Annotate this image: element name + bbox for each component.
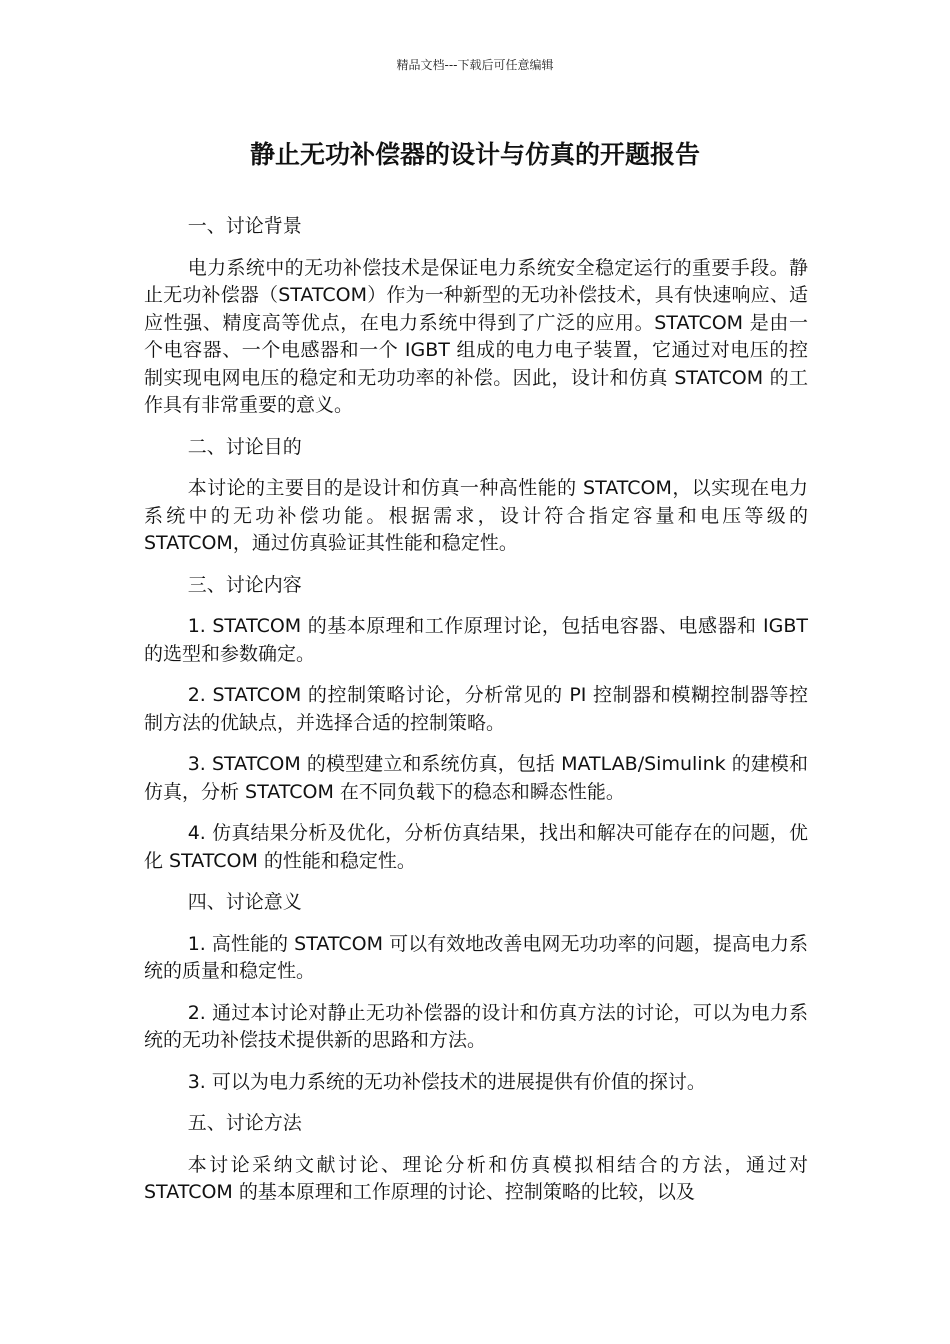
- section-heading-significance: 四、讨论意义: [187, 891, 302, 913]
- paragraph-content-4: 4. 仿真结果分析及优化，分析仿真结果，找出和解决可能存在的问题，优化 STATCOM 的性能和稳定性。: [144, 822, 808, 872]
- page-header: 精品文档---下载后可任意编辑: [396, 58, 554, 72]
- paragraph-content-1: 1. STATCOM 的基本原理和工作原理讨论，包括电容器、电感器和 IGBT 的选型和参数确定。: [144, 615, 808, 665]
- paragraph-content-3: 3. STATCOM 的模型建立和系统仿真，包括 MATLAB/Simulink 的建模和仿真，分析 STATCOM 在不同负载下的稳态和瞬态性能。: [144, 753, 808, 803]
- paragraph-method: 本讨论采纳文献讨论、理论分析和仿真模拟相结合的方法，通过对 STATCOM 的基本原理和工作原理的讨论、控制策略的比较，以及: [144, 1153, 808, 1203]
- section-heading-method: 五、讨论方法: [187, 1112, 302, 1134]
- section-heading-background: 一、讨论背景: [187, 215, 302, 237]
- paragraph-significance-3: 3. 可以为电力系统的无功补偿技术的进展提供有价值的探讨。: [187, 1070, 706, 1093]
- document-title: 静止无功补偿器的设计与仿真的开题报告: [249, 140, 700, 169]
- document-body: [144, 213, 808, 1221]
- section-heading-purpose: 二、讨论目的: [187, 435, 302, 458]
- paragraph-background: 电力系统中的无功补偿技术是保证电力系统安全稳定运行的重要手段。静止无功补偿器（STATCOM）作为一种新型的无功补偿技术，具有快速响应、适应性强、精度高等优点，在电力系统中得到了广泛的应用。STATCOM 是由一个电容器、一个电感器和一个 IGBT 组成的电力电子装置，它通过对电压的控制实现电网电压的稳定和无功功率的补偿。因此，设计和仿真 STATCOM 的工作具有非常重要的意义。: [144, 256, 808, 416]
- section-heading-content: 三、讨论内容: [187, 573, 302, 596]
- paragraph-significance-2: 2. 通过本讨论对静止无功补偿器的设计和仿真方法的讨论，可以为电力系统的无功补偿技术提供新的思路和方法。: [144, 1001, 808, 1051]
- paragraph-purpose: 本讨论的主要目的是设计和仿真一种高性能的 STATCOM，以实现在电力系统中的无功补偿功能。根据需求，设计符合指定容量和电压等级的 STATCOM，通过仿真验证其性能和稳定性。: [144, 477, 808, 554]
- paragraph-content-2: 2. STATCOM 的控制策略讨论，分析常见的 PI 控制器和模糊控制器等控制方法的优缺点，并选择合适的控制策略。: [144, 684, 808, 734]
- paragraph-significance-1: 1. 高性能的 STATCOM 可以有效地改善电网无功功率的问题，提高电力系统的质量和稳定性。: [144, 932, 808, 982]
